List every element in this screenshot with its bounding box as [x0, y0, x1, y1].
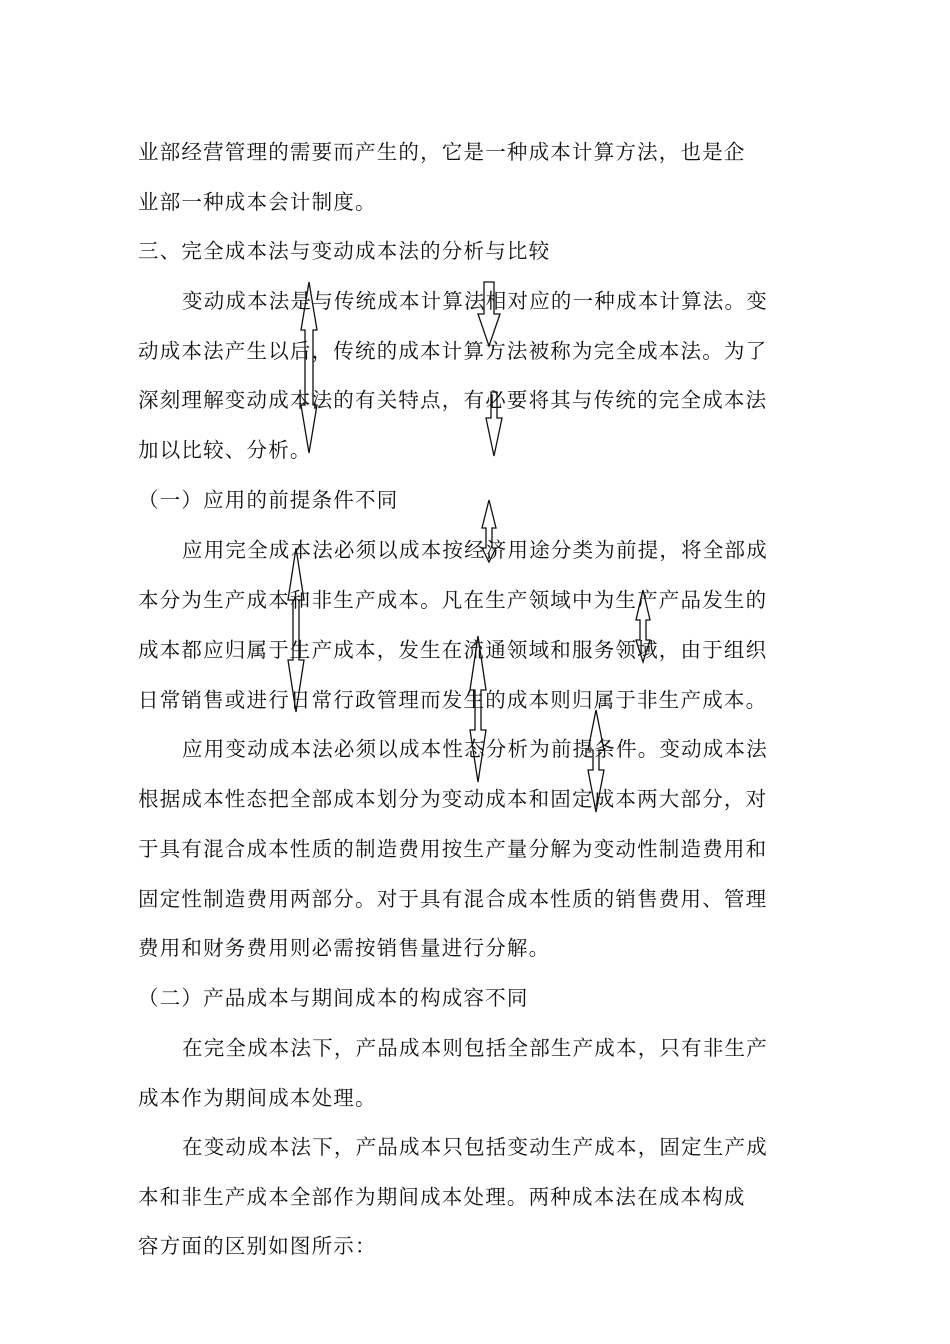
paragraph-line-18: 容方面的区别如图所示：	[138, 1234, 377, 1258]
paragraph-line-5: 应用完全成本法必须以成本按经济用途分类为前提，将全部成	[182, 538, 768, 562]
paragraph-line-13: 费用和财务费用则必需按销售量进行分解。	[138, 936, 551, 960]
paragraph-line-9: 应用变动成本法必须以成本性态分析为前提条件。变动成本法	[182, 737, 768, 761]
paragraph-line-10: 根据成本性态把全部成本划分为变动成本和固定成本两大部分，对	[138, 787, 768, 811]
paragraph-line-3: 深刻理解变动成本法的有关特点，有必要将其与传统的完全成本法	[138, 388, 768, 412]
paragraph-line-4: 加以比较、分析。	[138, 438, 312, 462]
paragraph-line-14: 在完全成本法下，产品成本则包括全部生产成本，只有非生产	[182, 1036, 768, 1060]
paragraph-line-11: 于具有混合成本性质的制造费用按生产量分解为变动性制造费用和	[138, 837, 768, 861]
paragraph-line-8: 日常销售或进行日常行政管理而发生的成本则归属于非生产成本。	[138, 688, 768, 712]
section-heading-3: 三、完全成本法与变动成本法的分析与比较	[138, 239, 551, 263]
paragraph-line-2: 动成本法产生以后，传统的成本计算方法被称为完全成本法。为了	[138, 339, 768, 363]
paragraph-line-12: 固定性制造费用两部分。对于具有混合成本性质的销售费用、管理	[138, 887, 768, 911]
subheading-1: （一）应用的前提条件不同	[138, 488, 399, 512]
paragraph-line-7: 成本都应归属于生产成本，发生在流通领域和服务领域，由于组织	[138, 638, 768, 662]
paragraph-line-6: 本分为生产成本和非生产成本。凡在生产领域中为生产产品发生的	[138, 588, 768, 612]
paragraph-line-17: 本和非生产成本全部作为期间成本处理。两种成本法在成本构成	[138, 1185, 746, 1209]
subheading-2: （二）产品成本与期间成本的构成容不同	[138, 986, 529, 1010]
paragraph-line-16: 在变动成本法下，产品成本只包括变动生产成本，固定生产成	[182, 1135, 768, 1159]
text-line-2: 业部一种成本会计制度。	[138, 190, 377, 214]
paragraph-line-1: 变动成本法是与传统成本计算法相对应的一种成本计算法。变	[182, 289, 768, 313]
paragraph-line-15: 成本作为期间成本处理。	[138, 1086, 377, 1110]
text-line-1: 业部经营管理的需要而产生的，它是一种成本计算方法，也是企	[138, 140, 746, 164]
